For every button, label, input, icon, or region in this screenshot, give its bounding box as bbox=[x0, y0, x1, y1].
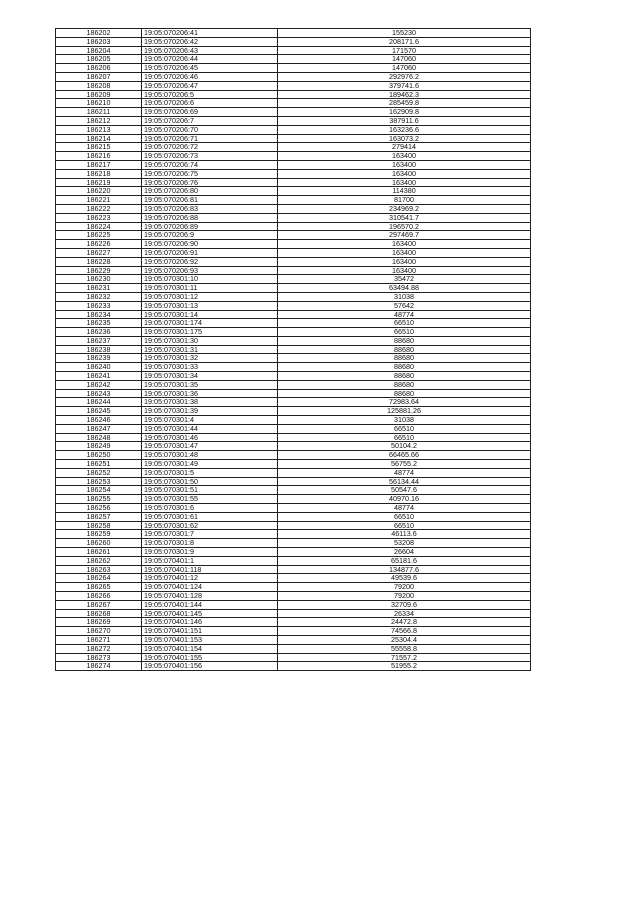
table-row bbox=[56, 336, 531, 345]
cadastral-number-cell: 19:05:070301:38 bbox=[142, 398, 278, 407]
record-id-cell: 186205 bbox=[56, 55, 142, 64]
value-cell: 24472.8 bbox=[278, 618, 531, 627]
cadastral-number-cell: 19:05:070206:9 bbox=[142, 231, 278, 240]
cadastral-number-cell: 19:05:070206:71 bbox=[142, 134, 278, 143]
record-id-cell: 186220 bbox=[56, 187, 142, 196]
value-cell: 163400 bbox=[278, 266, 531, 275]
table-row bbox=[56, 407, 531, 416]
cadastral-number-cell: 19:05:070301:62 bbox=[142, 521, 278, 530]
value-cell: 88680 bbox=[278, 363, 531, 372]
value-cell: 88680 bbox=[278, 389, 531, 398]
record-id-cell: 186254 bbox=[56, 486, 142, 495]
record-id-cell: 186259 bbox=[56, 530, 142, 539]
table-row bbox=[56, 169, 531, 178]
record-id-cell: 186258 bbox=[56, 521, 142, 530]
table-row bbox=[56, 116, 531, 125]
table-row bbox=[56, 389, 531, 398]
table-row bbox=[56, 204, 531, 213]
record-id-cell: 186227 bbox=[56, 248, 142, 257]
cadastral-number-cell: 19:05:070301:34 bbox=[142, 372, 278, 381]
cadastral-number-cell: 19:05:070301:10 bbox=[142, 275, 278, 284]
record-id-cell: 186214 bbox=[56, 134, 142, 143]
cadastral-number-cell: 19:05:070301:4 bbox=[142, 416, 278, 425]
cadastral-number-cell: 19:05:070401:153 bbox=[142, 635, 278, 644]
table-row bbox=[56, 618, 531, 627]
table-row bbox=[56, 292, 531, 301]
value-cell: 26334 bbox=[278, 609, 531, 618]
record-id-cell: 186222 bbox=[56, 204, 142, 213]
value-cell: 49539.6 bbox=[278, 574, 531, 583]
value-cell: 79200 bbox=[278, 583, 531, 592]
cadastral-number-cell: 19:05:070401:151 bbox=[142, 627, 278, 636]
record-id-cell: 186267 bbox=[56, 600, 142, 609]
cadastral-number-cell: 19:05:070401:1 bbox=[142, 556, 278, 565]
cadastral-number-cell: 19:05:070301:5 bbox=[142, 468, 278, 477]
cadastral-number-cell: 19:05:070206:7 bbox=[142, 116, 278, 125]
record-id-cell: 186230 bbox=[56, 275, 142, 284]
table-row bbox=[56, 248, 531, 257]
cadastral-number-cell: 19:05:070206:81 bbox=[142, 196, 278, 205]
cadastral-number-cell: 19:05:070301:30 bbox=[142, 336, 278, 345]
cadastral-number-cell: 19:05:070206:90 bbox=[142, 240, 278, 249]
record-id-cell: 186268 bbox=[56, 609, 142, 618]
record-id-cell: 186250 bbox=[56, 451, 142, 460]
table-row bbox=[56, 424, 531, 433]
table-row bbox=[56, 187, 531, 196]
value-cell: 79200 bbox=[278, 592, 531, 601]
table-row bbox=[56, 644, 531, 653]
record-id-cell: 186233 bbox=[56, 301, 142, 310]
record-id-cell: 186244 bbox=[56, 398, 142, 407]
table-row bbox=[56, 37, 531, 46]
table-row bbox=[56, 662, 531, 671]
value-cell: 66510 bbox=[278, 433, 531, 442]
cadastral-number-cell: 19:05:070206:46 bbox=[142, 72, 278, 81]
value-cell: 66510 bbox=[278, 424, 531, 433]
value-cell: 32709.6 bbox=[278, 600, 531, 609]
record-id-cell: 186208 bbox=[56, 81, 142, 90]
record-id-cell: 186237 bbox=[56, 336, 142, 345]
table-row bbox=[56, 442, 531, 451]
table-row bbox=[56, 29, 531, 38]
table-row bbox=[56, 521, 531, 530]
record-id-cell: 186264 bbox=[56, 574, 142, 583]
record-id-cell: 186249 bbox=[56, 442, 142, 451]
table-body bbox=[56, 29, 531, 671]
cadastral-number-cell: 19:05:070206:83 bbox=[142, 204, 278, 213]
value-cell: 310541.7 bbox=[278, 213, 531, 222]
cadastral-number-cell: 19:05:070401:118 bbox=[142, 565, 278, 574]
record-id-cell: 186232 bbox=[56, 292, 142, 301]
value-cell: 162909.8 bbox=[278, 108, 531, 117]
record-id-cell: 186256 bbox=[56, 504, 142, 513]
table-row bbox=[56, 363, 531, 372]
table-row bbox=[56, 486, 531, 495]
table-row bbox=[56, 477, 531, 486]
value-cell: 279414 bbox=[278, 143, 531, 152]
value-cell: 48774 bbox=[278, 504, 531, 513]
cadastral-number-cell: 19:05:070301:8 bbox=[142, 539, 278, 548]
value-cell: 163400 bbox=[278, 152, 531, 161]
table-row bbox=[56, 372, 531, 381]
value-cell: 234969.2 bbox=[278, 204, 531, 213]
record-id-cell: 186263 bbox=[56, 565, 142, 574]
cadastral-number-cell: 19:05:070206:73 bbox=[142, 152, 278, 161]
record-id-cell: 186262 bbox=[56, 556, 142, 565]
record-id-cell: 186215 bbox=[56, 143, 142, 152]
cadastral-number-cell: 19:05:070301:46 bbox=[142, 433, 278, 442]
table-row bbox=[56, 345, 531, 354]
cadastral-number-cell: 19:05:070206:91 bbox=[142, 248, 278, 257]
cadastral-number-cell: 19:05:070301:51 bbox=[142, 486, 278, 495]
value-cell: 31038 bbox=[278, 292, 531, 301]
table-row bbox=[56, 398, 531, 407]
table-row bbox=[56, 178, 531, 187]
value-cell: 40970.16 bbox=[278, 495, 531, 504]
table-row bbox=[56, 240, 531, 249]
record-id-cell: 186270 bbox=[56, 627, 142, 636]
record-id-cell: 186240 bbox=[56, 363, 142, 372]
record-id-cell: 186203 bbox=[56, 37, 142, 46]
table-row bbox=[56, 222, 531, 231]
table-row bbox=[56, 548, 531, 557]
table-row bbox=[56, 653, 531, 662]
cadastral-number-cell: 19:05:070301:32 bbox=[142, 354, 278, 363]
cadastral-number-cell: 19:05:070401:145 bbox=[142, 609, 278, 618]
value-cell: 163400 bbox=[278, 248, 531, 257]
value-cell: 297469.7 bbox=[278, 231, 531, 240]
table-row bbox=[56, 275, 531, 284]
record-id-cell: 186243 bbox=[56, 389, 142, 398]
record-id-cell: 186273 bbox=[56, 653, 142, 662]
record-id-cell: 186242 bbox=[56, 380, 142, 389]
record-id-cell: 186206 bbox=[56, 64, 142, 73]
cadastral-number-cell: 19:05:070401:124 bbox=[142, 583, 278, 592]
value-cell: 134877.6 bbox=[278, 565, 531, 574]
value-cell: 71557.2 bbox=[278, 653, 531, 662]
record-id-cell: 186217 bbox=[56, 160, 142, 169]
record-id-cell: 186211 bbox=[56, 108, 142, 117]
record-id-cell: 186241 bbox=[56, 372, 142, 381]
cadastral-number-cell: 19:05:070206:92 bbox=[142, 257, 278, 266]
cadastral-number-cell: 19:05:070206:93 bbox=[142, 266, 278, 275]
table-row bbox=[56, 609, 531, 618]
value-cell: 66510 bbox=[278, 319, 531, 328]
cadastral-number-cell: 19:05:070301:175 bbox=[142, 328, 278, 337]
table-row bbox=[56, 284, 531, 293]
cadastral-number-cell: 19:05:070206:41 bbox=[142, 29, 278, 38]
value-cell: 35472 bbox=[278, 275, 531, 284]
record-id-cell: 186231 bbox=[56, 284, 142, 293]
value-cell: 63494.88 bbox=[278, 284, 531, 293]
table-row bbox=[56, 108, 531, 117]
value-cell: 56134.44 bbox=[278, 477, 531, 486]
cadastral-number-cell: 19:05:070206:69 bbox=[142, 108, 278, 117]
record-id-cell: 186218 bbox=[56, 169, 142, 178]
data-table bbox=[55, 28, 531, 671]
table-row bbox=[56, 416, 531, 425]
value-cell: 66510 bbox=[278, 521, 531, 530]
cadastral-number-cell: 19:05:070206:5 bbox=[142, 90, 278, 99]
value-cell: 208171.6 bbox=[278, 37, 531, 46]
value-cell: 51955.2 bbox=[278, 662, 531, 671]
value-cell: 56755.2 bbox=[278, 460, 531, 469]
record-id-cell: 186219 bbox=[56, 178, 142, 187]
value-cell: 125881.26 bbox=[278, 407, 531, 416]
record-id-cell: 186255 bbox=[56, 495, 142, 504]
record-id-cell: 186238 bbox=[56, 345, 142, 354]
value-cell: 66510 bbox=[278, 512, 531, 521]
record-id-cell: 186271 bbox=[56, 635, 142, 644]
record-id-cell: 186212 bbox=[56, 116, 142, 125]
record-id-cell: 186202 bbox=[56, 29, 142, 38]
table-row bbox=[56, 495, 531, 504]
table-row bbox=[56, 380, 531, 389]
table-row bbox=[56, 592, 531, 601]
value-cell: 55558.8 bbox=[278, 644, 531, 653]
record-id-cell: 186239 bbox=[56, 354, 142, 363]
cadastral-number-cell: 19:05:070301:11 bbox=[142, 284, 278, 293]
cadastral-number-cell: 19:05:070206:76 bbox=[142, 178, 278, 187]
value-cell: 81700 bbox=[278, 196, 531, 205]
cadastral-number-cell: 19:05:070206:43 bbox=[142, 46, 278, 55]
cadastral-number-cell: 19:05:070206:74 bbox=[142, 160, 278, 169]
table-row bbox=[56, 81, 531, 90]
cadastral-number-cell: 19:05:070206:70 bbox=[142, 125, 278, 134]
cadastral-number-cell: 19:05:070401:155 bbox=[142, 653, 278, 662]
table-row bbox=[56, 468, 531, 477]
value-cell: 72983.64 bbox=[278, 398, 531, 407]
value-cell: 147060 bbox=[278, 64, 531, 73]
table-row bbox=[56, 266, 531, 275]
cadastral-number-cell: 19:05:070301:12 bbox=[142, 292, 278, 301]
value-cell: 163236.6 bbox=[278, 125, 531, 134]
value-cell: 285459.8 bbox=[278, 99, 531, 108]
cadastral-number-cell: 19:05:070301:44 bbox=[142, 424, 278, 433]
value-cell: 163400 bbox=[278, 240, 531, 249]
value-cell: 292976.2 bbox=[278, 72, 531, 81]
table-row bbox=[56, 231, 531, 240]
value-cell: 387911.6 bbox=[278, 116, 531, 125]
value-cell: 163400 bbox=[278, 257, 531, 266]
cadastral-number-cell: 19:05:070301:47 bbox=[142, 442, 278, 451]
value-cell: 25304.4 bbox=[278, 635, 531, 644]
cadastral-number-cell: 19:05:070401:156 bbox=[142, 662, 278, 671]
record-id-cell: 186274 bbox=[56, 662, 142, 671]
table-row bbox=[56, 512, 531, 521]
cadastral-number-cell: 19:05:070301:174 bbox=[142, 319, 278, 328]
value-cell: 88680 bbox=[278, 345, 531, 354]
cadastral-number-cell: 19:05:070301:39 bbox=[142, 407, 278, 416]
record-id-cell: 186213 bbox=[56, 125, 142, 134]
cadastral-number-cell: 19:05:070206:42 bbox=[142, 37, 278, 46]
value-cell: 74566.8 bbox=[278, 627, 531, 636]
table-row bbox=[56, 504, 531, 513]
value-cell: 163073.2 bbox=[278, 134, 531, 143]
record-id-cell: 186245 bbox=[56, 407, 142, 416]
value-cell: 48774 bbox=[278, 468, 531, 477]
table-row bbox=[56, 257, 531, 266]
table-row bbox=[56, 530, 531, 539]
record-id-cell: 186246 bbox=[56, 416, 142, 425]
value-cell: 189462.3 bbox=[278, 90, 531, 99]
value-cell: 31038 bbox=[278, 416, 531, 425]
value-cell: 163400 bbox=[278, 160, 531, 169]
value-cell: 147060 bbox=[278, 55, 531, 64]
table-row bbox=[56, 539, 531, 548]
value-cell: 48774 bbox=[278, 310, 531, 319]
cadastral-number-cell: 19:05:070301:49 bbox=[142, 460, 278, 469]
cadastral-number-cell: 19:05:070301:35 bbox=[142, 380, 278, 389]
cadastral-number-cell: 19:05:070206:72 bbox=[142, 143, 278, 152]
cadastral-number-cell: 19:05:070301:55 bbox=[142, 495, 278, 504]
table-row bbox=[56, 319, 531, 328]
table-row bbox=[56, 134, 531, 143]
cadastral-number-cell: 19:05:070401:154 bbox=[142, 644, 278, 653]
cadastral-number-cell: 19:05:070206:47 bbox=[142, 81, 278, 90]
record-id-cell: 186209 bbox=[56, 90, 142, 99]
record-id-cell: 186235 bbox=[56, 319, 142, 328]
table-row bbox=[56, 99, 531, 108]
cadastral-number-cell: 19:05:070301:6 bbox=[142, 504, 278, 513]
cadastral-number-cell: 19:05:070206:88 bbox=[142, 213, 278, 222]
value-cell: 196570.2 bbox=[278, 222, 531, 231]
cadastral-number-cell: 19:05:070206:6 bbox=[142, 99, 278, 108]
record-id-cell: 186221 bbox=[56, 196, 142, 205]
cadastral-number-cell: 19:05:070206:89 bbox=[142, 222, 278, 231]
record-id-cell: 186261 bbox=[56, 548, 142, 557]
cadastral-number-cell: 19:05:070301:9 bbox=[142, 548, 278, 557]
table-row bbox=[56, 90, 531, 99]
table-row bbox=[56, 160, 531, 169]
value-cell: 46113.6 bbox=[278, 530, 531, 539]
value-cell: 26604 bbox=[278, 548, 531, 557]
record-id-cell: 186223 bbox=[56, 213, 142, 222]
table-row bbox=[56, 64, 531, 73]
value-cell: 163400 bbox=[278, 169, 531, 178]
table-row bbox=[56, 125, 531, 134]
record-id-cell: 186247 bbox=[56, 424, 142, 433]
value-cell: 155230 bbox=[278, 29, 531, 38]
record-id-cell: 186226 bbox=[56, 240, 142, 249]
cadastral-number-cell: 19:05:070301:31 bbox=[142, 345, 278, 354]
value-cell: 50547.6 bbox=[278, 486, 531, 495]
record-id-cell: 186251 bbox=[56, 460, 142, 469]
cadastral-number-cell: 19:05:070301:13 bbox=[142, 301, 278, 310]
record-id-cell: 186236 bbox=[56, 328, 142, 337]
table-row bbox=[56, 55, 531, 64]
table-row bbox=[56, 583, 531, 592]
record-id-cell: 186248 bbox=[56, 433, 142, 442]
value-cell: 66510 bbox=[278, 328, 531, 337]
table-row bbox=[56, 635, 531, 644]
cadastral-number-cell: 19:05:070401:12 bbox=[142, 574, 278, 583]
record-id-cell: 186266 bbox=[56, 592, 142, 601]
cadastral-number-cell: 19:05:070401:144 bbox=[142, 600, 278, 609]
cadastral-number-cell: 19:05:070206:80 bbox=[142, 187, 278, 196]
value-cell: 88680 bbox=[278, 354, 531, 363]
record-id-cell: 186252 bbox=[56, 468, 142, 477]
table-row bbox=[56, 565, 531, 574]
record-id-cell: 186272 bbox=[56, 644, 142, 653]
value-cell: 57642 bbox=[278, 301, 531, 310]
table-row bbox=[56, 310, 531, 319]
record-id-cell: 186204 bbox=[56, 46, 142, 55]
cadastral-number-cell: 19:05:070206:44 bbox=[142, 55, 278, 64]
value-cell: 66465.66 bbox=[278, 451, 531, 460]
record-id-cell: 186253 bbox=[56, 477, 142, 486]
table-row bbox=[56, 460, 531, 469]
record-id-cell: 186207 bbox=[56, 72, 142, 81]
cadastral-number-cell: 19:05:070301:36 bbox=[142, 389, 278, 398]
cadastral-number-cell: 19:05:070401:146 bbox=[142, 618, 278, 627]
record-id-cell: 186228 bbox=[56, 257, 142, 266]
record-id-cell: 186260 bbox=[56, 539, 142, 548]
table-row bbox=[56, 627, 531, 636]
value-cell: 88680 bbox=[278, 336, 531, 345]
value-cell: 53208 bbox=[278, 539, 531, 548]
table-row bbox=[56, 152, 531, 161]
record-id-cell: 186224 bbox=[56, 222, 142, 231]
cadastral-number-cell: 19:05:070301:61 bbox=[142, 512, 278, 521]
table-row bbox=[56, 213, 531, 222]
cadastral-number-cell: 19:05:070206:75 bbox=[142, 169, 278, 178]
value-cell: 114380 bbox=[278, 187, 531, 196]
record-id-cell: 186210 bbox=[56, 99, 142, 108]
record-id-cell: 186269 bbox=[56, 618, 142, 627]
value-cell: 171570 bbox=[278, 46, 531, 55]
record-id-cell: 186229 bbox=[56, 266, 142, 275]
cadastral-number-cell: 19:05:070401:128 bbox=[142, 592, 278, 601]
table-row bbox=[56, 556, 531, 565]
value-cell: 379741.6 bbox=[278, 81, 531, 90]
table-row bbox=[56, 72, 531, 81]
record-id-cell: 186225 bbox=[56, 231, 142, 240]
record-id-cell: 186234 bbox=[56, 310, 142, 319]
table-row bbox=[56, 354, 531, 363]
table-row bbox=[56, 143, 531, 152]
record-id-cell: 186257 bbox=[56, 512, 142, 521]
cadastral-number-cell: 19:05:070301:33 bbox=[142, 363, 278, 372]
cadastral-number-cell: 19:05:070206:45 bbox=[142, 64, 278, 73]
value-cell: 88680 bbox=[278, 380, 531, 389]
record-id-cell: 186216 bbox=[56, 152, 142, 161]
value-cell: 50104.2 bbox=[278, 442, 531, 451]
table-row bbox=[56, 574, 531, 583]
cadastral-number-cell: 19:05:070301:14 bbox=[142, 310, 278, 319]
table-row bbox=[56, 451, 531, 460]
cadastral-number-cell: 19:05:070301:7 bbox=[142, 530, 278, 539]
record-id-cell: 186265 bbox=[56, 583, 142, 592]
table-row bbox=[56, 433, 531, 442]
table-row bbox=[56, 600, 531, 609]
table-row bbox=[56, 301, 531, 310]
cadastral-number-cell: 19:05:070301:50 bbox=[142, 477, 278, 486]
value-cell: 163400 bbox=[278, 178, 531, 187]
value-cell: 65181.6 bbox=[278, 556, 531, 565]
table-row bbox=[56, 46, 531, 55]
cadastral-number-cell: 19:05:070301:48 bbox=[142, 451, 278, 460]
table-row bbox=[56, 196, 531, 205]
value-cell: 88680 bbox=[278, 372, 531, 381]
table-row bbox=[56, 328, 531, 337]
